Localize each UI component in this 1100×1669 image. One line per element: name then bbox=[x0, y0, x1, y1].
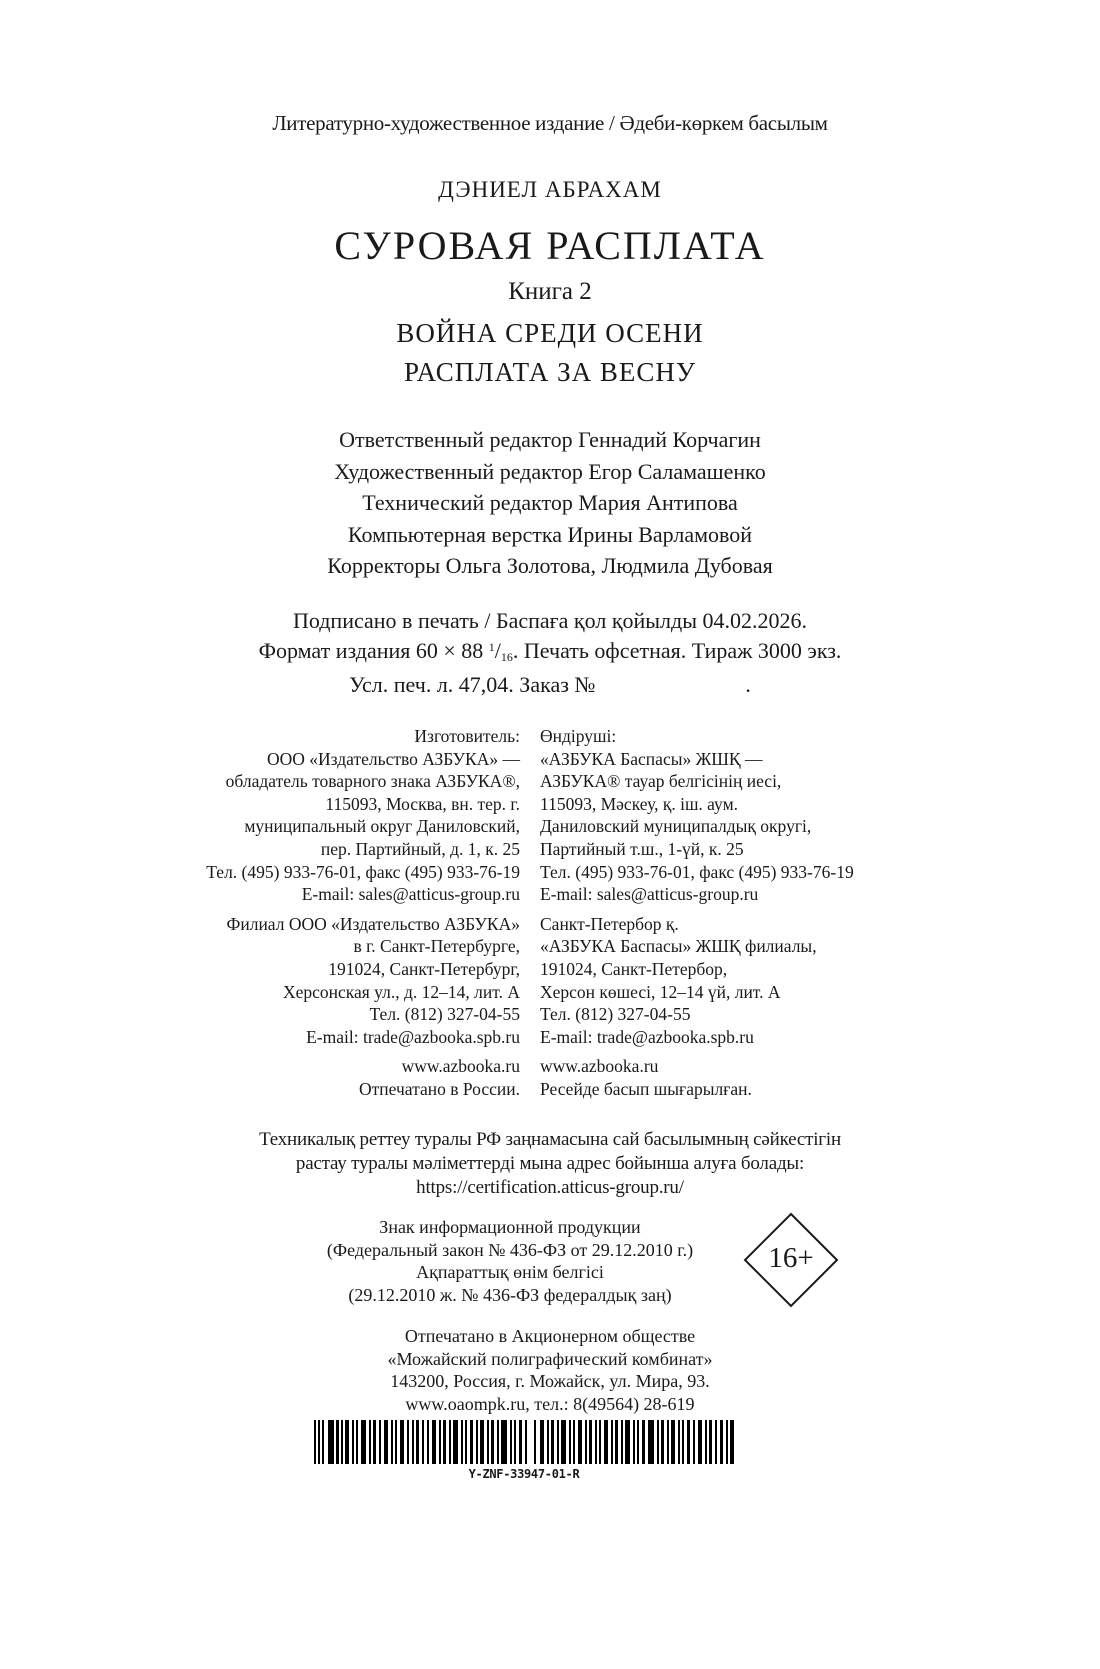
manufacturer-kz-main: Өндіруші: «АЗБУКА Баспасы» ЖШҚ — АЗБУКА® тауар белгісінің иесі, 115093, Мәскеу, қ. іш. аум. Даниловский муниципалдық округі, Партийный т.ш., 1-үй, к. 25 Тел. (495) 933-76-01, факс (495) 933-76-19 E-mail: sales@atticus-group.ru bbox=[540, 726, 854, 905]
printer-info: Отпечатано в Акционерном обществе «Можайский полиграфический комбинат» 143200, Россия, г. Можайск, ул. Мира, 93. www.oaompk.ru, тел.: 8(49564) 28-619 bbox=[0, 1325, 1100, 1415]
manufacturer-kz-branch: Санкт-Петербор қ. «АЗБУКА Баспасы» ЖШҚ филиалы, 191024, Санкт-Петербор, Херсон көшесі, 12–14 үй, лит. А Тел. (812) 327-04-55 E-mail: trade@azbooka.spb.ru bbox=[540, 913, 817, 1047]
sheets-order-line: Усл. печ. л. 47,04. Заказ № . bbox=[349, 672, 751, 697]
author-name: ДЭНИЕЛ АБРАХАМ bbox=[438, 177, 662, 202]
edition-type: Литературно-художественное издание / Әдеби-көркем басылым bbox=[272, 111, 828, 135]
credit-line: Компьютерная верстка Ирины Варламовой bbox=[347, 521, 753, 547]
format-prefix: Формат издания 60 × 88 bbox=[258, 638, 484, 663]
print-info bbox=[0, 607, 1100, 698]
manufacturer-ru-web: www.azbooka.ru Отпечатано в России. bbox=[359, 1056, 520, 1099]
manufacturer-kz bbox=[540, 725, 854, 1108]
subtitle-2: РАСПЛАТА ЗА ВЕСНУ bbox=[404, 357, 696, 387]
credits-block bbox=[0, 424, 1100, 582]
barcode-icon bbox=[314, 1420, 734, 1464]
certification-link[interactable]: https://certification.atticus-group.ru/ bbox=[416, 1177, 684, 1198]
sheets-order: Усл. печ. л. 47,04. Заказ № bbox=[349, 672, 596, 697]
format-suffix: . Печать офсетная. Тираж 3000 экз. bbox=[512, 638, 842, 663]
credit-line: Художественный редактор Егор Саламашенко bbox=[334, 458, 766, 484]
credit-line: Ответственный редактор Геннадий Корчагин bbox=[339, 427, 761, 452]
manufacturer-ru bbox=[206, 725, 520, 1108]
age-rating-label: 16+ bbox=[768, 1242, 814, 1274]
book-title: СУРОВАЯ РАСПЛАТА bbox=[334, 223, 766, 268]
signed-date: Подписано в печать / Баспаға қол қойылды 04.02.2026. bbox=[292, 608, 808, 633]
credit-line: Корректоры Ольга Золотова, Людмила Дубовая bbox=[327, 553, 773, 578]
manufacturer-kz-web: www.azbooka.ru Ресейде басып шығарылған. bbox=[540, 1056, 752, 1099]
credit-line: Технический редактор Мария Антипова bbox=[362, 490, 738, 515]
barcode-code: Y-ZNF-33947-01-R bbox=[468, 1467, 580, 1481]
book-number: Книга 2 bbox=[508, 278, 592, 305]
printer-contacts: www.oaompk.ru, тел.: 8(49564) 28-619 bbox=[405, 1393, 695, 1414]
info-sign-text: Знак информационной продукции (Федеральный закон № 436-ФЗ от 29.12.2010 г.) Ақпараттық өнім белгісі (29.12.2010 ж. № 436-ФЗ федералдық заң) bbox=[326, 1217, 694, 1305]
age-rating-badge bbox=[743, 1212, 839, 1308]
format-fraction: $^1/_{16}$ bbox=[488, 638, 513, 664]
manufacturer-ru-branch: Филиал ООО «Издательство АЗБУКА» в г. Санкт-Петербурге, 191024, Санкт-Петербург, Херсонская ул., д. 12–14, лит. А Тел. (812) 327-04-55 E-mail: trade@azbooka.spb.ru bbox=[226, 913, 520, 1047]
subtitle-1: ВОЙНА СРЕДИ ОСЕНИ bbox=[396, 318, 704, 348]
manufacturer-ru-main: Изготовитель: ООО «Издательство АЗБУКА» — обладатель товарного знака АЗБУКА®, 115093, Москва, вн. тер. г. муниципальный округ Даниловский, пер. Партийный, д. 1, к. 25 Тел. (495) 933-76-01, факс (495) 933-76-19 E-mail: sales@atticus-group.ru bbox=[206, 726, 520, 905]
format-line bbox=[0, 634, 1100, 671]
certification-note: Техникалық реттеу туралы РФ заңнамасына сай басылымның сәйкестігін растау туралы мәліметтерді мына адрес бойынша алуға болады: https://certification.atticus-group.ru/ bbox=[0, 1128, 1100, 1200]
